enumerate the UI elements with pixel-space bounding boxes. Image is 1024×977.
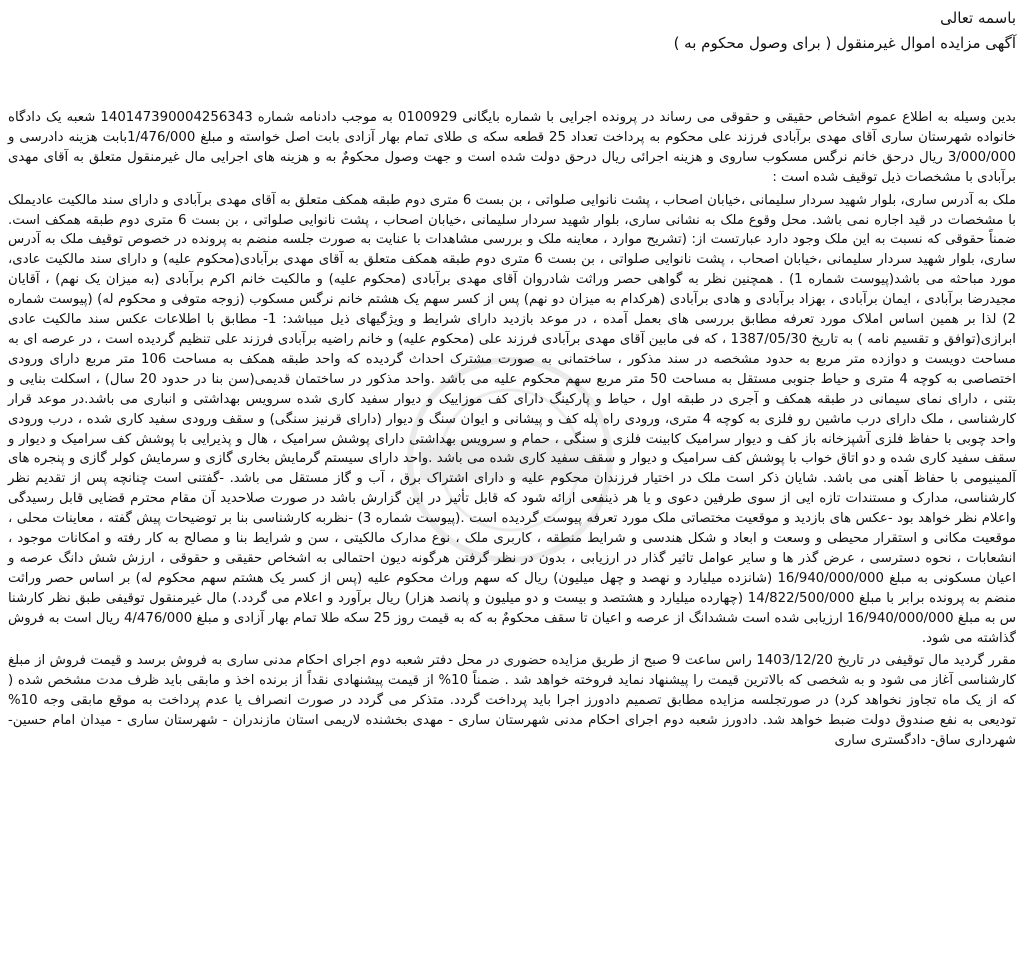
paragraph-auction-terms: مقرر گردید مال توقیفی در تاریخ 1403/12/20 راس ساعت 9 صبح از طریق مزایده حضوری در محل دفتر شعبه دوم اجرای احکام مدنی ساری به فروش برسد و قیمت فروش از مبلغ کارشناسی آغاز می شود و به شخصی که بالاترین قیمت را پیشنهاد نماید فروخته خواهد شد . ضمناً 10% از قیمت پیشنهادی نقداً از برنده اخذ و مابقی باید ظرف مدت مشخص شده ( که از یک ماه تجاوز نخواهد کرد) در صورتجلسه مزایده مطابق تصمیم دادورز اجرا باید پرداخت گردد. متذکر می گردد در صورت انصراف یا عدم پرداخت به موقع مابقی وجه 10% تودیعی به نفع صندوق دولت ضبط خواهد شد. دادورز شعبه دوم اجرای احکام مدنی شهرستان ساری - مهدی بخشنده لاریمی استان مازندران - شهرستان ساری - میدان امام حسین- شهرداری ساق- دادگستری ساری — [8, 653, 1016, 749]
paragraph-intro: بدین وسیله به اطلاع عموم اشخاص حقیقی و حقوقی می رساند در پرونده اجرایی با شماره بایگانی 0100929 به موجب دادنامه شماره 140147390004256343 شعبه یک دادگاه خانواده شهرستان ساری آقای مهدی برآبادی فرزند علی محکوم به پرداخت تعداد 25 قطعه سکه ی طلای تمام بهار آزادی بابت اصل خواسته و مبلغ 1/476/000بابت هزینه دادرسی و 3/000/000 ریال درحق خانم نرگس مسکوب ساروی و هزینه اجرائی ریال درحق دولت شده است و جهت وصول محکومٌ به و هزینه های اجرایی مال غیرمنقول متعلق به آقای مهدی برآبادی با مشخصات ذیل توقیف شده است : — [8, 110, 1017, 185]
header-spacer — [8, 56, 1016, 108]
notice-title: آگهی مزایده اموال غیرمنقول ( برای وصول محکوم به ) — [673, 34, 1016, 52]
paragraph-property-details: ملک به آدرس ساری، بلوار شهید سردار سلیمانی ،خیابان اصحاب ، پشت نانوایی صلواتی ، بن بست 6 متری دوم طبقه همکف متعلق به آقای مهدی برآبادی و دارای سند مالکیت عادیملک با مشخصات در قید اجاره نمی باشد. محل وقوع ملک به نشانی ساری، بلوار شهید سردار سلیمانی ،خیابان اصحاب ، پشت نانوایی صلواتی ، بن بست 6 متری دوم طبقه همکف است. ضمناً حقوقی که نسبت به این ملک وجود دارد عبارتست از: (تشریح موارد ، معاینه ملک و بررسی مشاهدات با عنایت به صورت جلسه منضم به پرونده در خصوص توقیف ملک به آدرس ساری، بلوار شهید سردار سلیمانی ،خیابان اصحاب ، پشت نانوایی صلواتی ، بن بست 6 متری دوم طبقه همکف متعلق به آقای مهدی برآبادی(محکوم علیه) و دارای سند مالکیت عادی، مورد مباحثه می باشد(پیوست شماره 1) . همچنین نظر به گواهی حصر وراثت شادروان آقای مهدی برآبادی (محکوم علیه) و مالکیت خانم اکرم برآبادی (به میزان یک نهم) ، آقایان مجیدرضا برآبادی ، ایمان برآبادی ، بهزاد برآبادی و هادی برآبادی (هرکدام به میزان دو نهم) پس از کسر سهم یک هشتم خانم نرگس مسکوب (زوجه متوفی و محکوم له) (پیوست شماره 2) لذا بر همین اساس املاک مورد تعرفه مطابق بررسی های بعمل آمده ، در موعد بازدید دارای شرایط و ویژگیهای ذیل میباشد: 1- مطابق با اطلاعات عکس سند مالکیت عادی ابرازی(توافق و تقسیم نامه ) به تاریخ 1387/05/30 ، که فی مابین آقای مهدی برآبادی فرزند علی (محکوم علیه) و خانم راضیه برآبادی فرزند علی تنظیم گردیده است ، در عرصه ای به مساحت دویست و دوازده متر مربع به حدود مشخصه در سند مذکور ، ساختمانی به صورت مشترک احداث گردیده که واحد طبقه همکف به مساحت 106 متر مربع دارای ورودی اختصاصی به کوچه 4 متری و حیاط جنوبی مستقل به مساحت 50 متر مربع سهم محکوم علیه می باشد .واحد مذکور در ساختمان قدیمی(سن بنا در حدود 20 سال) ، اسکلت بنایی و بتنی ، دارای نمای سیمانی در طبقه همکف و آجری در طبقه اول ، حیاط و پارکینگ دارای کف موزاییک و دیوار سفید کاری شده سرویس بهداشتی و انباری می باشد.در موعد قرار کارشناسی ، ملک دارای درب ماشین رو فلزی به کوچه 4 متری، ورودی راه پله کف و پیشانی و ایوان سنگ و دیوار (دارای قرنیز سنگی) و سقف ورودی سفید کاری شده ، درب ورودی واحد چوبی با حفاظ فلزی آشپزخانه باز کف و دیوار سرامیک کابینت فلزی و سنگی ، حمام و سرویس بهداشتی دارای پوشش سرامیک ، هال و پذیرایی با پوشش کف سرامیک و دیوار و سقف سفید کاری شده و دو اتاق خواب با پوشش کف سرامیک و دیوار و سقف سفید کاری شده می باشد .واحد دارای سیستم گرمایش بخاری گازی و سرمایش کولر گازی و پنجره های آلمینیومی با حفاظ آهنی می باشد. شایان ذکر است ملک در اختیار فرزندان محکوم علیه و دارای اشتراک برق ، آب و گاز مستقل می باشد. -گفتنی است چنانچه پس از تقدیم نظر کارشناسی، مدارک و مستندات تازه ایی از سوی طرفین دعوی و یا هر ذینفعی ارائه شود که قابل تأثیر در این گزارش باشد در صورت صلاحدید آن مقام محترم قضایی قابل رسیدگی واعلام نظر خواهد بود -عکس های بازدید و موقعیت مختصاتی ملک مورد تعرفه پیوست گردیده است .(پیوست شماره 3) -نظربه کارشناسی بنا بر توضیحات پیش گفته ، معاینات محلی ، موقعیت مکانی و استقرار محیطی و وسعت و ابعاد و شکل هندسی و شرایط منطقه ، کاربری ملک ، نوع مدارک مالکیتی ، سن و شرایط بنا و مصالح به کار رفته و امکانات موجود ، انشعابات ، نحوه دسترسی ، عرض گذر ها و سایر عوامل تاثیر گذار در ارزیابی ، بدون در نظر گرفتن هرگونه دیون احتمالی به اشخاص حقیقی و حقوقی ، ارزش شش دانگ عرصه و اعیان مسکونی به مبلغ 16/940/000/000 (شانزده میلیارد و نهصد و چهل میلیون) ریال که سهم وراث محکوم علیه (پس از کسر یک هشتم سهم محکوم له) بر اساس حصر وراثت منضم به پرونده برابر با مبلغ 14/822/500/000 (چهارده میلیارد و هشتصد و بیست و دو میلیون و پانصد هزار) ریال برآورد و اعلام می گردد.) مال غیرمنقول توقیفی طبق نظر کارشنا س به مبلغ 16/940/000/000 ارزیابی شده است ششدانگ از عرصه و اعیان تا سقف محکومٌ به که به قیمت روز 25 سکه طلا تمام بهار آزادی و مبلغ 4/476/000 ریال است به فروش گذاشته می شود. — [8, 192, 1017, 646]
bismillah-line: باسمه تعالی — [940, 9, 1016, 27]
